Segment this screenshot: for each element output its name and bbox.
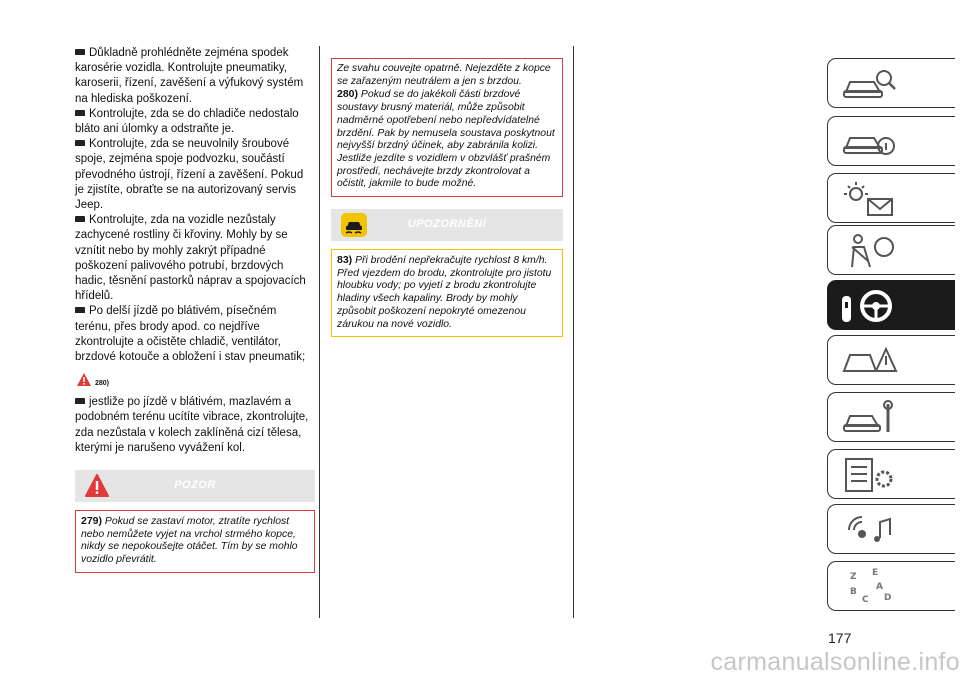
svg-text:Z: Z [850,572,857,582]
right-column [331,58,563,337]
alphabet-index-icon [840,567,900,607]
svg-text:B: B [850,587,857,597]
note-text: Pokud se do jakékoli části brzdové soustavy brusný materiál, může způsobit nadměrné opotřebení nebo nepředvídatelné brzdění. Pak by nemusela soustava poskytnout nejvyšší brzdný účinek, aby zabránila kolizi. Jestliže jezdíte s vozidlem v obzvlášť prašném prostředí, nechávejte brzdy zkontrolovat a očistit, jakmile to bude možné. [337,89,555,190]
warning-light-envelope-icon [840,179,900,219]
svg-text:C: C [862,595,869,605]
chapter-tab-car-info[interactable] [827,116,955,166]
bullet-paragraph: Kontrolujte, zda se do chladiče nedostalo bláto ani úlomky a odstraňte je. [75,107,299,136]
data-gear-icon [840,455,900,495]
pozor-title: POZOR [174,479,216,492]
note-text: Při brodění nepřekračujte rychlost 8 km/h. Před vjezdem do brodu, zkontrolujte pro jistotu hloubku vody; po vyjetí z brodu zkontrolujte hladiny všech kapaliny. Brody by mohly způsobit poškození nepokryté omezenou zárukou na nové vozidlo. [337,255,552,330]
bullet-paragraph: Důkladně prohlédněte zejména spodek karosérie vozidla. Kontrolujte pneumatiky, karoserii, řízení, zavěšení a výfukový systém na hlediska poškození. [75,47,304,105]
car-search-icon [840,64,900,104]
chapter-tab-multimedia[interactable] [827,504,955,554]
left-column [75,46,315,573]
car-bullet-icon [75,49,85,55]
car-bullet-icon [75,110,85,116]
car-info-icon [840,122,900,162]
car-bullet-icon [75,216,85,222]
continued-warning-note [331,58,563,197]
note-text: Ze svahu couvejte opatrně. Nejezděte z kopce se zařazeným neutrálem a jen s brzdou. [337,63,551,87]
radio-music-icon [840,510,900,550]
upozorneni-title: UPOZORNĚNÍ [407,218,487,231]
bullet-paragraph: Kontrolujte, zda se neuvolnily šroubové spoje, zejména spoje podvozku, součástí převodného ústrojí, řízení a zavěšení. Pokud je zjistíte, obraťte se na autorizovaný servis Jeep. [75,138,304,212]
car-hazard-icon [840,341,900,381]
chapter-tab-technical-data[interactable] [827,449,955,499]
note-text: Pokud se zastaví motor, ztratíte rychlost nebo nemůžete vyjet na vrchol strmého kopce, nikdy se nepokoušejte otáčet. Tím by se mohlo vozidlo převrátit. [81,516,298,566]
warning-reference [75,373,315,389]
upozorneni-header [331,209,563,241]
note-number: 279) [81,515,103,528]
chapter-tab-maintenance[interactable] [827,392,955,442]
car-bullet-icon [75,140,85,146]
seatbelt-airbag-icon [840,231,900,271]
column-divider [573,46,574,618]
car-bullet-icon [75,307,85,313]
chapter-tab-starting-driving[interactable] [827,280,955,330]
svg-text:E: E [872,568,879,578]
column-divider [319,46,320,618]
warning-ref-number: 280) [95,380,110,388]
bullet-paragraph: jestliže po jízdě v blátivém, mazlavém a podobném terénu ucítíte vibrace, zkontrolujte, zda nezůstala v kolech zaklíněná cizí tělesa, kterými je narušeno vyvážení kol. [75,396,309,454]
svg-text:A: A [876,582,883,592]
svg-text:D: D [884,593,892,603]
watermark: carmanualsonline.info [710,648,960,676]
chapter-tab-index[interactable] [827,561,955,611]
pozor-note [75,510,315,573]
chapter-tab-safety[interactable] [827,225,955,275]
chapter-tab-car-search[interactable] [827,58,955,108]
warning-triangle-icon [77,373,91,386]
bullet-paragraph: Po delší jízdě po blátivém, písečném terénu, přes brody apod. co nejdříve zkontrolujte a očistěte chladič, ventilátor, brzdové kotouče a obložení i stav pneumatik; [75,305,306,364]
pozor-header [75,470,315,502]
note-number: 83) [337,254,353,267]
chapter-tab-warning-lights[interactable] [827,173,955,223]
bullet-paragraph: Kontrolujte, zda na vozidle nezůstaly zachycené rostliny či křoviny. Mohly by se vznítit nebo by mohly zakrýt případné poškození palivového potrubí, brzdových hadic, těsnění pastorků náprav a spojovacích hřídelů. [75,214,306,303]
car-wrench-icon [840,398,900,438]
key-steering-wheel-icon [840,286,900,330]
page-number: 177 [828,630,852,646]
chapter-tab-emergency[interactable] [827,335,955,385]
car-bullet-icon [75,398,85,404]
note-number: 280) [337,88,359,101]
upozorneni-note [331,249,563,337]
